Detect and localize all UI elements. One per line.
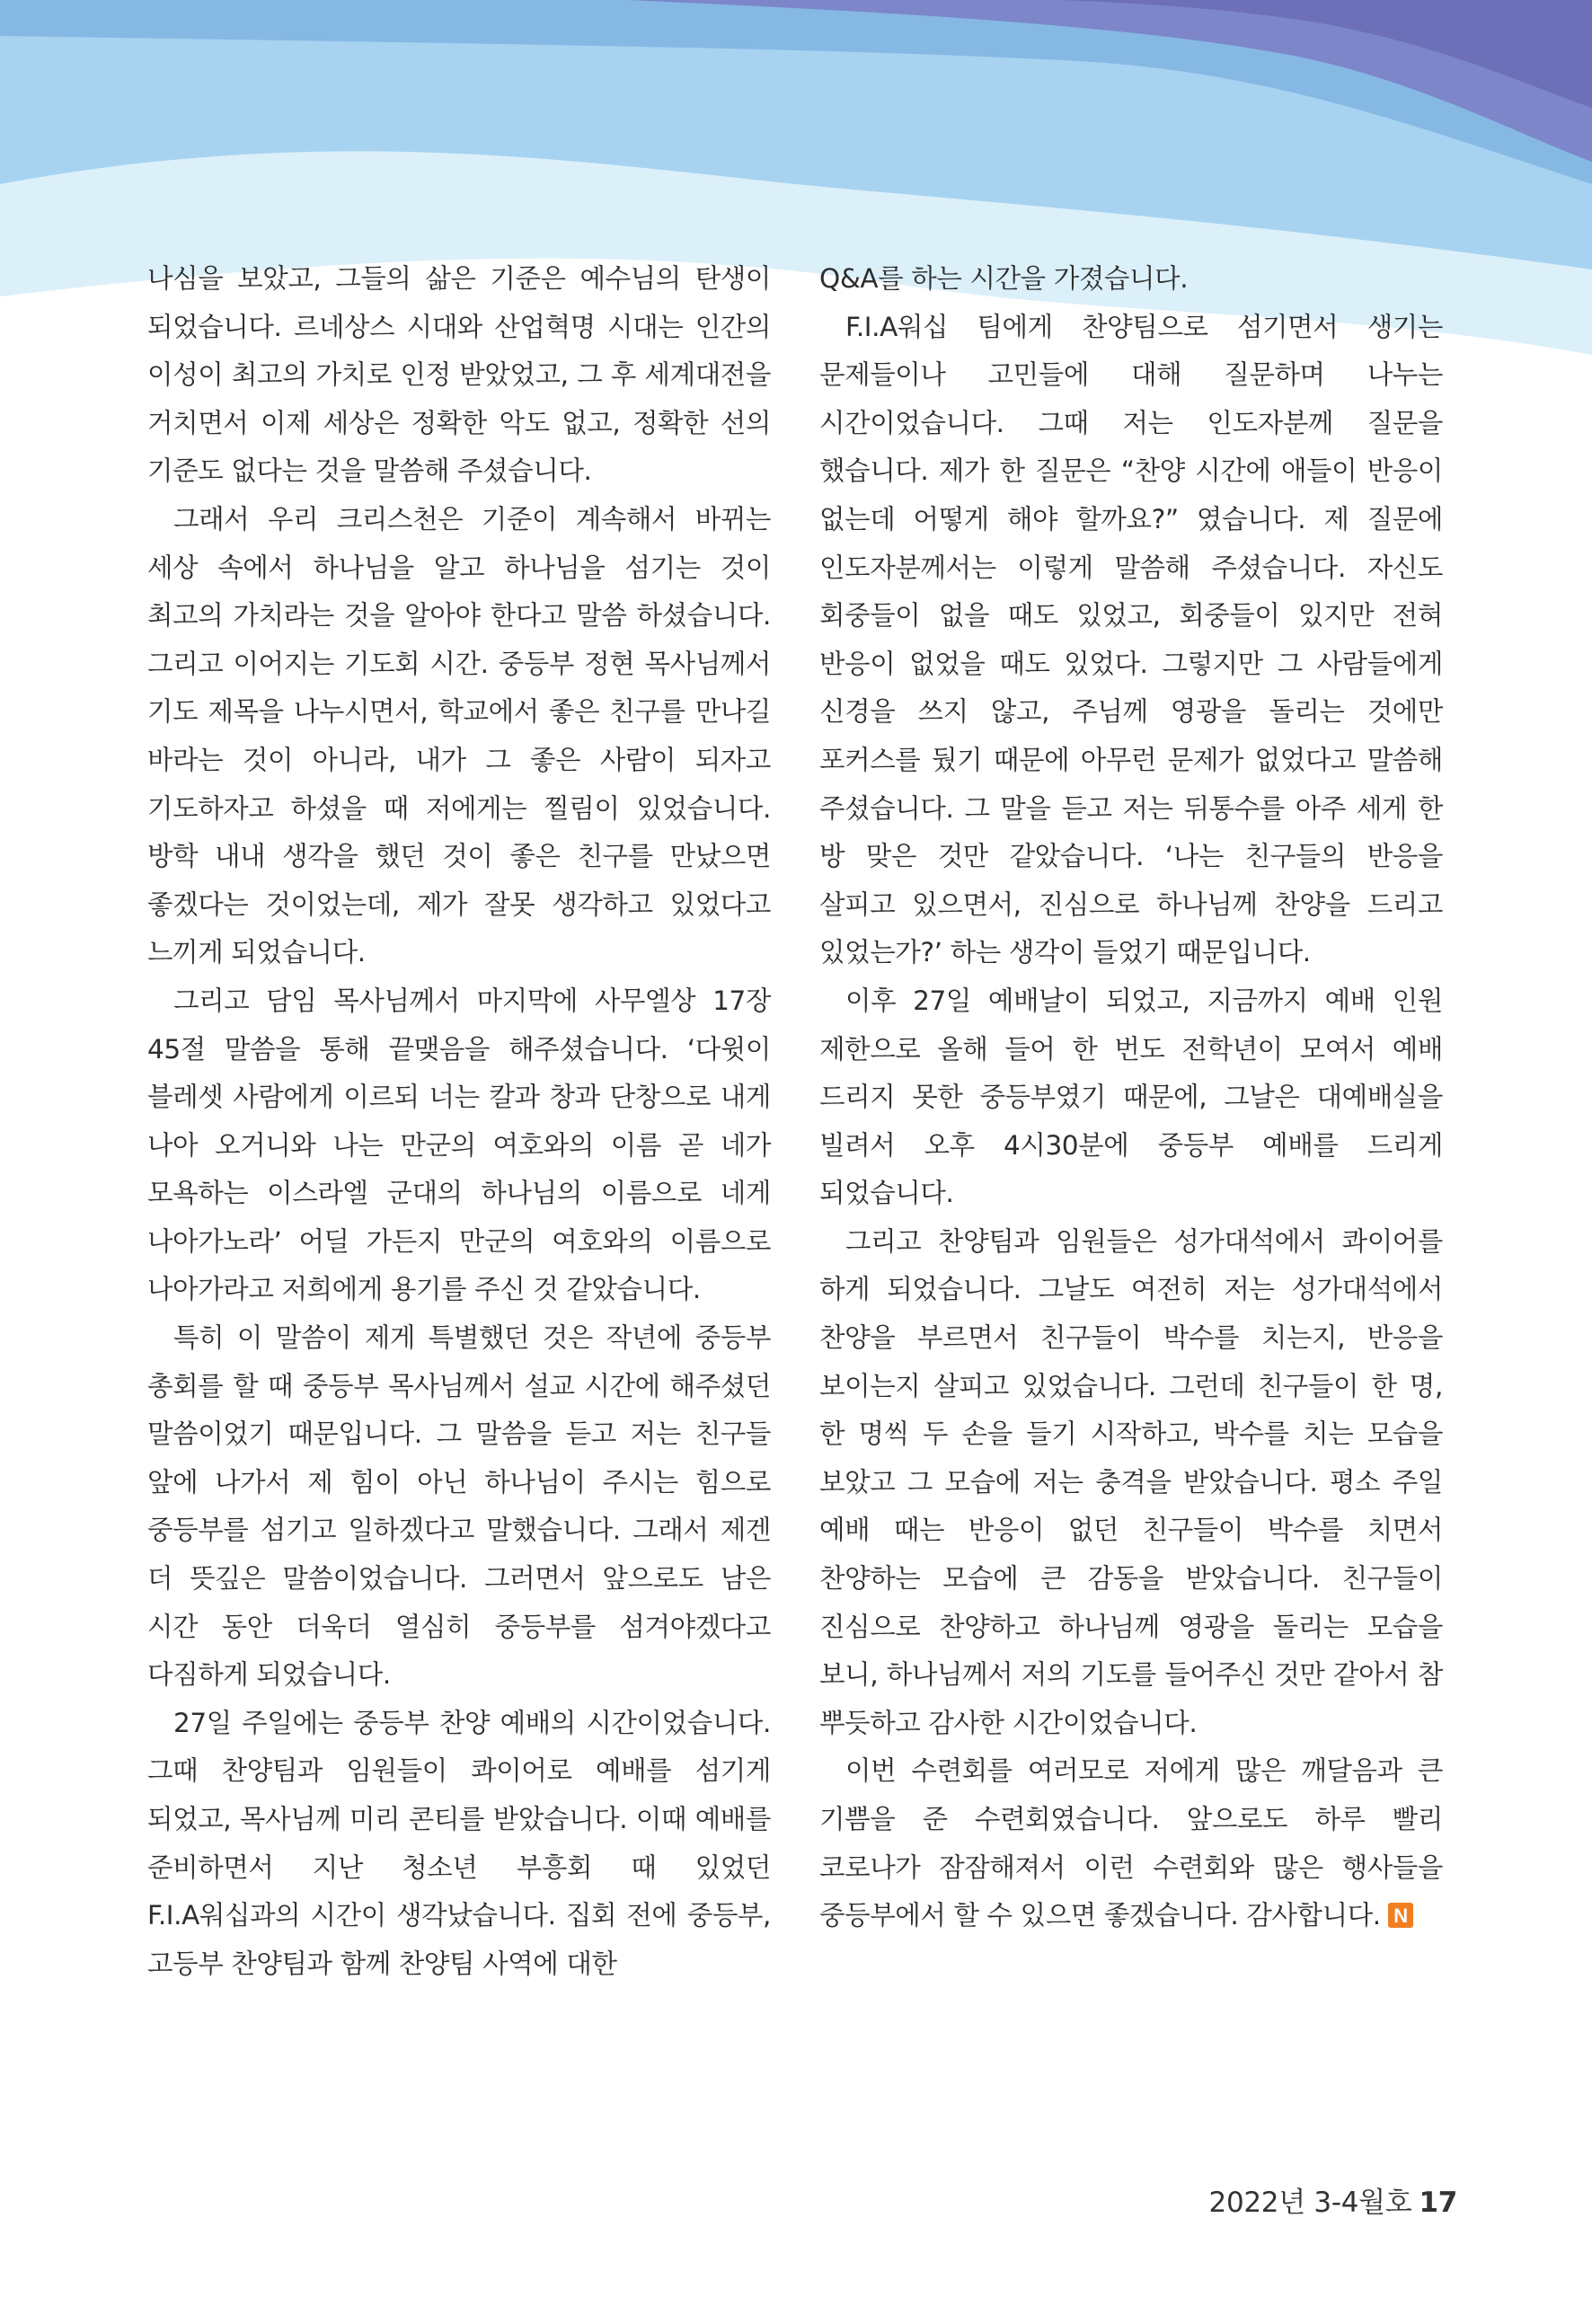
right-paragraph-3: 이후 27일 예배날이 되었고, 지금까지 예배 인원 제한으로 올해 들어 한 번도 전학년이 모여서 예배 드리지 못한 중등부였기 때문에, 그날은 대예배실을 빌려서 오후 4시30분에 중등부 예배를 드리게 되었습니다. <box>819 985 1443 1209</box>
right-paragraph-5-text: 이번 수련회를 여러모로 저에게 많은 깨달음과 큰 기쁨을 준 수련회였습니다. 앞으로도 하루 빨리 코로나가 잠잠해져서 이런 수련회와 많은 행사들을 중등부에서 할 수 있으면 좋겠습니다. 감사합니다. <box>819 1755 1443 1931</box>
right-paragraph-2: F.I.A워십 팀에게 찬양팀으로 섬기면서 생기는 문제들이나 고민들에 대해 질문하며 나누는 시간이었습니다. 그때 저는 인도자분께 질문을 했습니다. 제가 한 질문은 “찬양 시간에 애들이 반응이 없는데 어떻게 해야 할까요?” 였습니다. 제 질문에 인도자분께서는 이렇게 말씀해 주셨습니다. 자신도 회중들이 없을 때도 있었고, 회중들이 있지만 전혀 반응이 없었을 때도 있었다. 그렇지만 그 사람들에게 신경을 쓰지 않고, 주님께 영광을 돌리는 것에만 포커스를 뒀기 때문에 아무런 문제가 없었다고 말씀해 주셨습니다. 그 말을 듣고 저는 뒤통수를 아주 세게 한 방 맞은 것만 같았습니다. ‘나는 친구들의 반응을 살피고 있으면서, 진심으로 하나님께 찬양을 드리고 있었는가?’ 하는 생각이 들었기 때문입니다. <box>819 311 1443 968</box>
right-paragraph-1: Q&A를 하는 시간을 가졌습니다. <box>819 263 1189 294</box>
left-paragraph-3: 그리고 담임 목사님께서 마지막에 사무엘상 17장 45절 말씀을 통해 끝맺음을 해주셨습니다. ‘다윗이 블레셋 사람에게 이르되 너는 칼과 창과 단창으로 내게 나아 오거니와 나는 만군의 여호와의 이름 곧 네가 모욕하는 이스라엘 군대의 하나님의 이름으로 네게 나아가노라’ 어딜 가든지 만군의 여호와의 이름으로 나아가라고 저희에게 용기를 주신 것 같았습니다. <box>147 985 771 1305</box>
issue-label: 2022년 3-4월호 <box>1208 2187 1412 2219</box>
left-paragraph-2: 그래서 우리 크리스천은 기준이 계속해서 바뀌는 세상 속에서 하나님을 알고 하나님을 섬기는 것이 최고의 가치라는 것을 알아야 한다고 말씀 하셨습니다. 그리고 이어지는 기도회 시간. 중등부 정현 목사님께서 기도 제목을 나누시면서, 학교에서 좋은 친구를 만나길 바라는 것이 아니라, 내가 그 좋은 사람이 되자고 기도하자고 하셨을 때 저에게는 찔림이 있었습니다. 방학 내내 생각을 했던 것이 좋은 친구를 만났으면 좋겠다는 것이었는데, 제가 잘못 생각하고 있었다고 느끼게 되었습니다. <box>147 503 771 968</box>
right-paragraph-4: 그리고 찬양팀과 임원들은 성가대석에서 콰이어를 하게 되었습니다. 그날도 여전히 저는 성가대석에서 찬양을 부르면서 친구들이 박수를 치는지, 반응을 보이는지 살피고 있었습니다. 그런데 친구들이 한 명, 한 명씩 두 손을 들기 시작하고, 박수를 치는 모습을 보았고 그 모습에 저는 충격을 받았습니다. 평소 주일 예배 때는 반응이 없던 친구들이 박수를 치면서 찬양하는 모습에 큰 감동을 받았습니다. 친구들이 진심으로 찬양하고 하나님께 영광을 돌리는 모습을 보니, 하나님께서 저의 기도를 들어주신 것만 같아서 참 뿌듯하고 감사한 시간이었습니다. <box>819 1225 1443 1738</box>
left-column <box>147 255 771 1988</box>
right-column <box>819 255 1443 1940</box>
n-logo-icon <box>1388 1903 1413 1928</box>
right-paragraph-5 <box>819 1747 1443 1940</box>
page-number: 17 <box>1419 2187 1457 2219</box>
left-paragraph-1: 나심을 보았고, 그들의 삶은 기준은 예수님의 탄생이 되었습니다. 르네상스 시대와 산업혁명 시대는 인간의 이성이 최고의 가치로 인정 받았었고, 그 후 세계대전을 거치면서 이제 세상은 정확한 악도 없고, 정확한 선의 기준도 없다는 것을 말씀해 주셨습니다. <box>147 263 771 487</box>
left-paragraph-5: 27일 주일에는 중등부 찬양 예배의 시간이었습니다. 그때 찬양팀과 임원들이 콰이어로 예배를 섬기게 되었고, 목사님께 미리 콘티를 받았습니다. 이때 예배를 준비하면서 지난 청소년 부흥회 때 있었던 F.I.A워십과의 시간이 생각났습니다. 집회 전에 중등부, 고등부 찬양팀과 함께 찬양팀 사역에 대한 <box>147 1707 771 1979</box>
page-footer <box>1209 2179 1457 2220</box>
left-paragraph-4: 특히 이 말씀이 제게 특별했던 것은 작년에 중등부 총회를 할 때 중등부 목사님께서 설교 시간에 해주셨던 말씀이었기 때문입니다. 그 말씀을 듣고 저는 친구들 앞에 나가서 제 힘이 아닌 하나님이 주시는 힘으로 중등부를 섬기고 일하겠다고 말했습니다. 그래서 제겐 더 뜻깊은 말씀이었습니다. 그러면서 앞으로도 남은 시간 동안 더욱더 열심히 중등부를 섬겨야겠다고 다짐하게 되었습니다. <box>147 1322 771 1691</box>
n-logo-letter: N <box>1393 1904 1408 1928</box>
